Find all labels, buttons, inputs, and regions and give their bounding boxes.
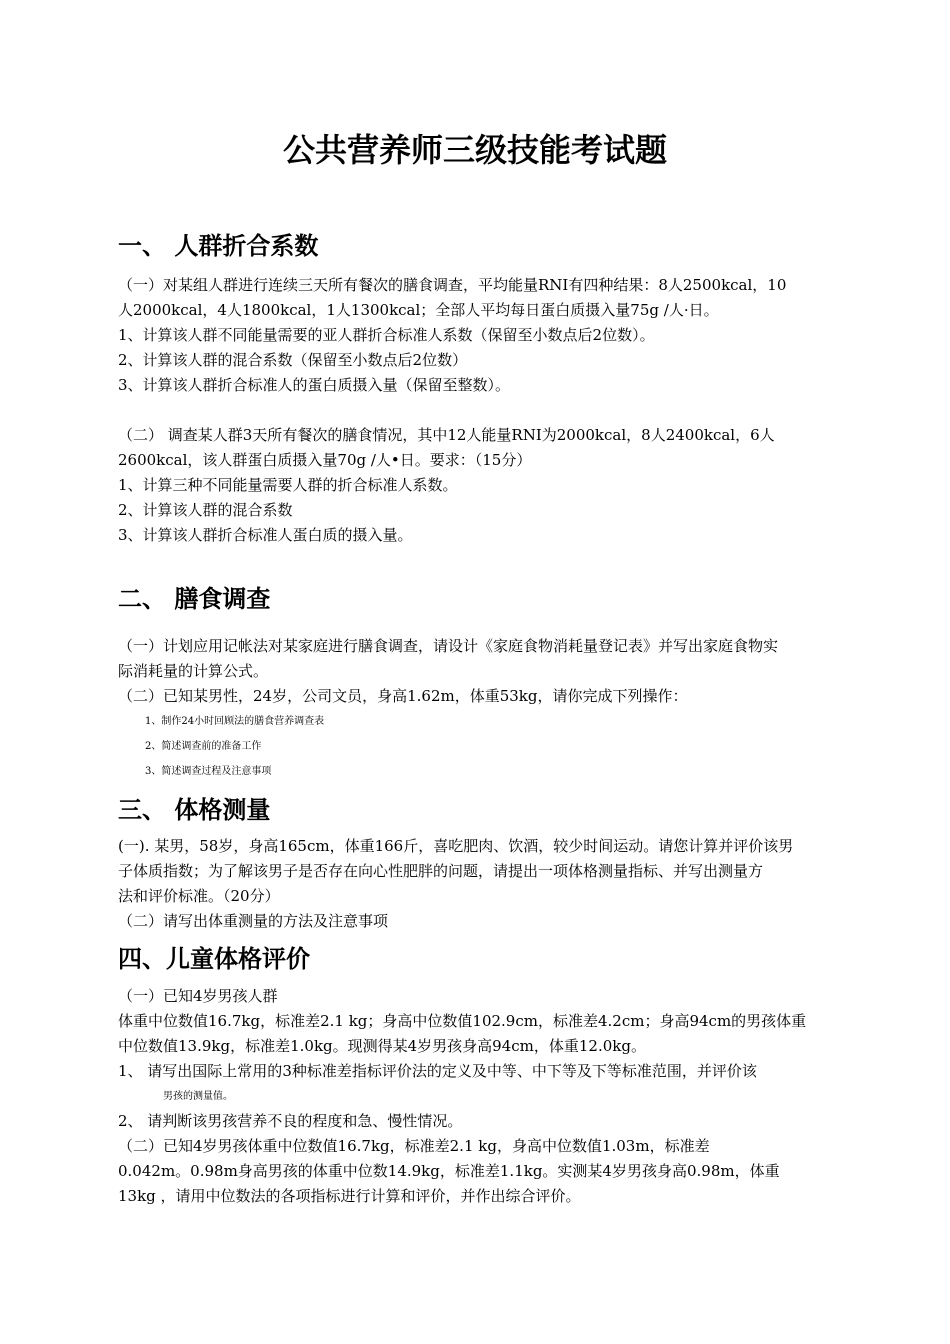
- s1-q2-item-3: 3、计算该人群折合标准人蛋白质的摄入量。: [118, 526, 413, 544]
- s4-q1-item-1-line-1: 1、 请写出国际上常用的3种标准差指标评价法的定义及中等、中下等及下等标准范围，并评价该: [118, 1062, 757, 1080]
- section-3-heading: 三、 体格测量: [118, 795, 271, 824]
- s4-q1-line-1: （一）已知4岁男孩人群: [118, 987, 278, 1005]
- s4-q1-line-3: 中位数值13.9kg，标准差1.0kg。现测得某4岁男孩身高94cm，体重12.0kg。: [118, 1037, 646, 1055]
- s1-q1-line-2: 人2000kcal，4人1800kcal，1人1300kcal；全部人平均每日蛋白质摄入量75g /人·日。: [118, 301, 719, 319]
- s4-q1-line-2: 体重中位数值16.7kg，标准差2.1 kg；身高中位数值102.9cm，标准差4.2cm；身高94cm的男孩体重: [118, 1012, 807, 1030]
- s4-q2-line-3: 13kg ，请用中位数法的各项指标进行计算和评价，并作出综合评价。: [118, 1187, 581, 1205]
- s1-q2-line-1: （二） 调查某人群3天所有餐次的膳食情况，其中12人能量RNI为2000kcal，8人2400kcal，6人: [118, 426, 775, 444]
- s1-q2-line-2: 2600kcal，该人群蛋白质摄入量70g /人•日。要求：（15分）: [118, 451, 532, 469]
- s1-q1-item-3: 3、计算该人群折合标准人的蛋白质摄入量（保留至整数）。: [118, 376, 511, 394]
- s4-q1-item-1-line-2: 男孩的测量值。: [163, 1091, 233, 1102]
- s1-q1-item-1: 1、计算该人群不同能量需要的亚人群折合标准人系数（保留至小数点后2位数）。: [118, 326, 655, 344]
- s2-q2-item-2: 2、简述调查前的准备工作: [145, 741, 262, 752]
- s4-q2-line-1: （二）已知4岁男孩体重中位数值16.7kg，标准差2.1 kg，身高中位数值1.03m，标准差: [118, 1137, 710, 1155]
- s1-q1-line-1: （一）对某组人群进行连续三天所有餐次的膳食调查，平均能量RNI有四种结果：8人2500kcal，10: [118, 276, 787, 294]
- section-1-heading: 一、 人群折合系数: [118, 231, 319, 260]
- s1-q1-item-2: 2、计算该人群的混合系数（保留至小数点后2位数）: [118, 351, 468, 369]
- s3-q1-line-3: 法和评价标准。（20分）: [118, 887, 280, 905]
- s2-q2-line-1: （二）已知某男性，24岁，公司文员，身高1.62m，体重53kg，请你完成下列操作：: [118, 687, 688, 705]
- s2-q1-line-1: （一）计划应用记帐法对某家庭进行膳食调查，请设计《家庭食物消耗量登记表》并写出家庭食物实: [118, 637, 779, 655]
- s4-q2-line-2: 0.042m。0.98m身高男孩的体重中位数14.9kg，标准差1.1kg。实测某4岁男孩身高0.98m，体重: [118, 1162, 780, 1180]
- s1-q2-item-2: 2、计算该人群的混合系数: [118, 501, 293, 519]
- s2-q2-item-3: 3、简述调查过程及注意事项: [145, 766, 272, 777]
- section-4-heading: 四、儿童体格评价: [118, 944, 310, 973]
- s3-q1-line-2: 子体质指数；为了解该男子是否存在向心性肥胖的问题，请提出一项体格测量指标、并写出测量方: [118, 862, 764, 880]
- section-2-heading: 二、 膳食调查: [118, 584, 271, 613]
- s1-q2-item-1: 1、计算三种不同能量需要人群的折合标准人系数。: [118, 476, 458, 494]
- s3-q2-line-1: （二）请写出体重测量的方法及注意事项: [118, 912, 389, 930]
- s2-q2-item-1: 1、制作24小时回顾法的膳食营养调查表: [145, 716, 325, 727]
- s4-q1-item-2: 2、 请判断该男孩营养不良的程度和急、慢性情况。: [118, 1112, 463, 1130]
- document-title: 公共营养师三级技能考试题: [282, 131, 667, 169]
- s3-q1-line-1: (一). 某男，58岁，身高165cm，体重166斤，喜吃肥肉、饮酒，较少时间运动。请您计算并评价该男: [118, 837, 794, 855]
- s2-q1-line-2: 际消耗量的计算公式。: [118, 662, 269, 680]
